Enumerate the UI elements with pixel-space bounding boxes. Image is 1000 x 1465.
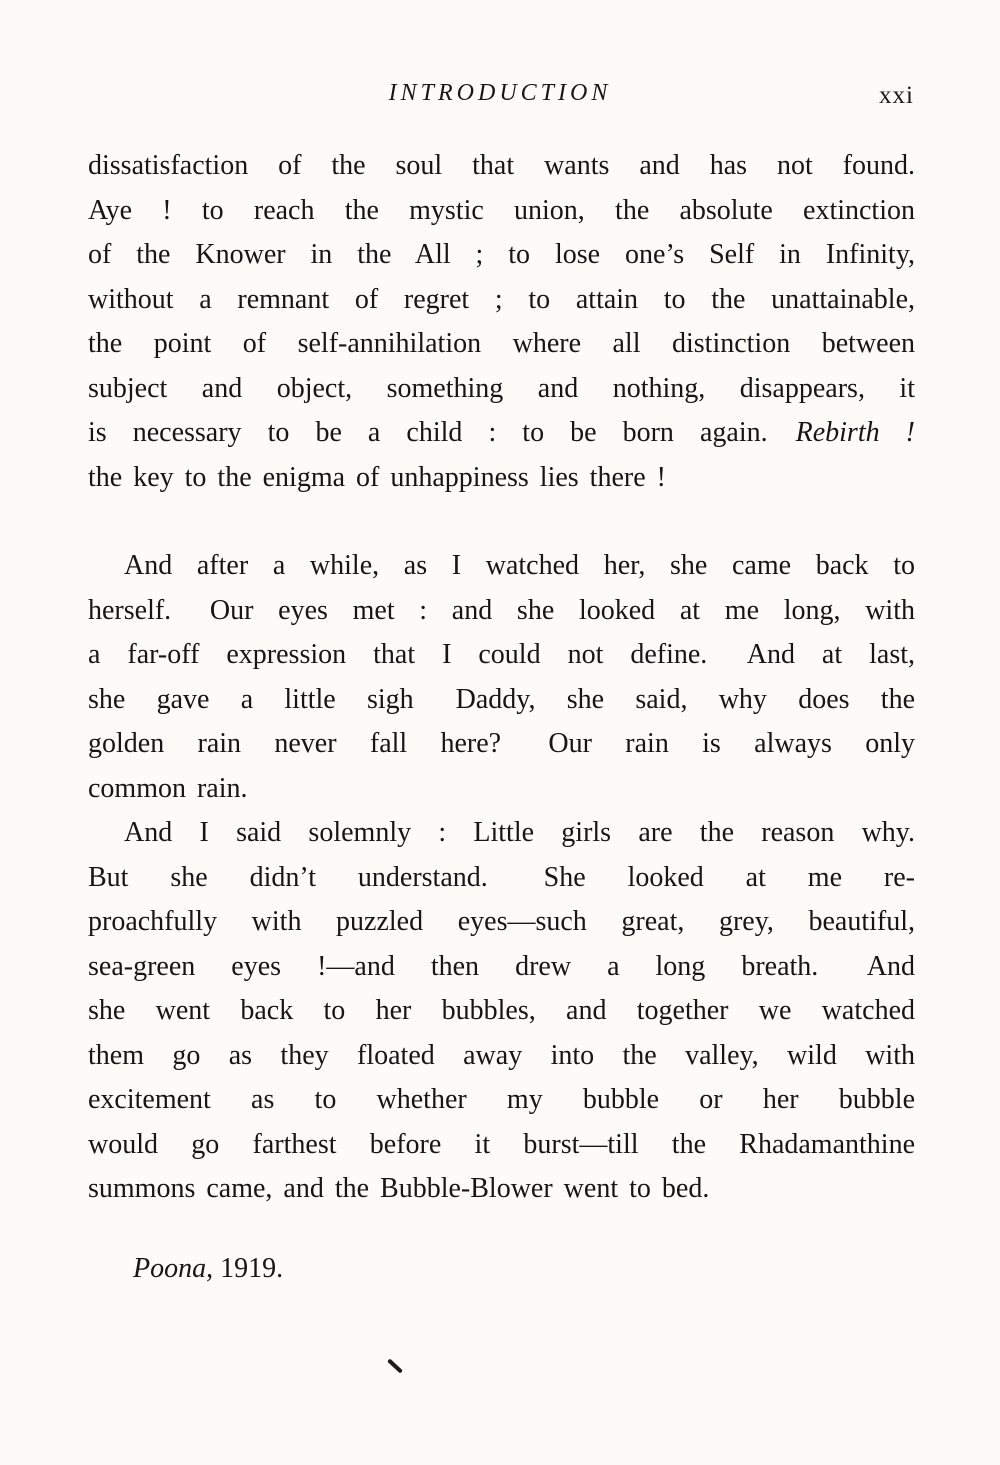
- text-line: she went back to her bubbles, and together we watched: [88, 995, 915, 1026]
- text-line: she gave a little sigh Daddy, she said, why does the: [88, 683, 915, 715]
- text-block: [88, 144, 915, 1291]
- text-line: And after a while, as I watched her, she came back to: [124, 550, 915, 581]
- text-roman: is necessary to be a child : to be born again.: [88, 417, 796, 448]
- signature-line: [88, 1247, 915, 1292]
- text-line: proachfully with puzzled eyes—such great, grey, beautiful,: [88, 906, 915, 937]
- text-line: But she didn’t understand. She looked at me re-: [88, 861, 915, 893]
- rebirth-italic-word: Rebirth !: [795, 417, 915, 448]
- text-line: of the Knower in the All ; to lose one’s Self in Infinity,: [88, 239, 915, 270]
- text-line: Aye ! to reach the mystic union, the absolute extinction: [88, 194, 915, 226]
- text-line: summons came, and the Bubble-Blower went to bed.: [88, 1173, 710, 1204]
- paragraph: [88, 811, 915, 1212]
- paragraph: [88, 544, 915, 811]
- text-line: without a remnant of regret ; to attain to the unattainable,: [88, 283, 915, 315]
- page-number: xxi: [879, 82, 914, 109]
- text-line: common rain.: [88, 772, 248, 804]
- text-line: would go farthest before it burst—till the Rhadamanthine: [88, 1128, 915, 1160]
- signature-place: Poona: [133, 1252, 207, 1284]
- text-line: herself. Our eyes met : and she looked at me long, with: [88, 594, 915, 626]
- signature-date: , 1919.: [206, 1252, 284, 1284]
- text-line: the point of self-annihilation where all distinction between: [88, 328, 915, 359]
- text-line: excitement as to whether my bubble or her bubble: [88, 1084, 915, 1115]
- text-line: them go as they floated away into the valley, wild with: [88, 1039, 915, 1071]
- text-line: a far-off expression that I could not define. And at last,: [88, 639, 915, 670]
- text-line: golden rain never fall here? Our rain is always only: [88, 728, 915, 759]
- ink-smudge-mark: [387, 1358, 403, 1373]
- text-line: subject and object, something and nothing, disappears, it: [88, 372, 915, 404]
- text-line: sea-green eyes !—and then drew a long breath. And: [88, 950, 915, 982]
- text-line: And I said solemnly : Little girls are the reason why.: [124, 817, 915, 848]
- paragraph: [88, 144, 915, 500]
- text-line: the key to the enigma of unhappiness lies there !: [88, 461, 666, 493]
- text-line-rebirth: [88, 411, 915, 456]
- running-header-title: INTRODUCTION: [388, 80, 612, 106]
- text-line: dissatisfaction of the soul that wants and has not found.: [88, 150, 915, 181]
